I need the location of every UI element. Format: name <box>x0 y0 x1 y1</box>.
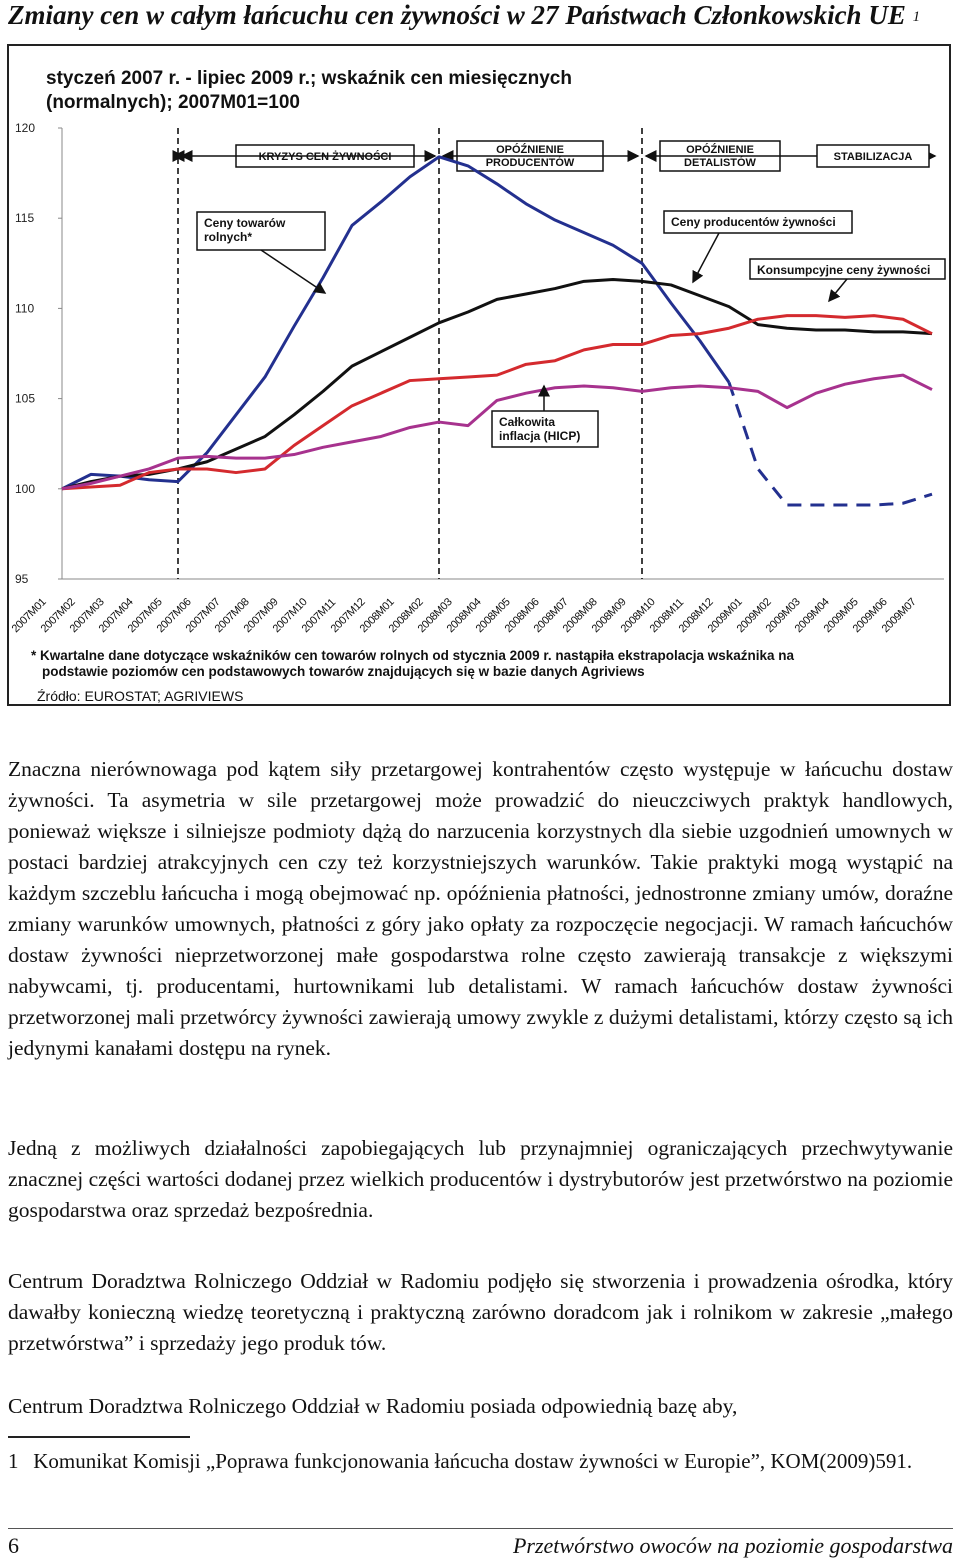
chart-title: styczeń 2007 r. - lipiec 2009 r.; wskaźnik cen miesięcznych <box>46 68 572 89</box>
x-tick-label: 2008M09 <box>589 596 629 636</box>
x-tick-label: 2008M01 <box>357 596 397 636</box>
x-tick-label: 2007M01 <box>9 596 49 636</box>
y-tick-label: 105 <box>15 391 36 406</box>
annotation-consumer-text: Konsumpcyjne ceny żywności <box>757 263 931 277</box>
y-tick-label: 110 <box>15 301 35 316</box>
price-index-chart <box>9 46 949 704</box>
chart-source: Źródło: EUROSTAT; AGRIVIEWS <box>37 688 244 704</box>
x-tick-label: 2007M05 <box>125 596 165 636</box>
footnote-divider <box>8 1436 190 1438</box>
x-tick-label: 2007M02 <box>38 596 78 636</box>
period-label: KRYZYS CEN ŻYWNOŚCI <box>258 151 392 163</box>
annotation-agri-text: rolnych* <box>204 230 253 244</box>
annotation-consumer-pointer <box>829 279 847 301</box>
footer-divider <box>8 1528 953 1529</box>
x-tick-label: 2007M10 <box>270 596 310 636</box>
annotation-agri-pointer <box>261 250 325 293</box>
footnote <box>8 1446 953 1476</box>
series-line-agri-extrapolated <box>729 382 932 505</box>
x-tick-label: 2007M09 <box>241 596 281 636</box>
x-tick-label: 2009M05 <box>821 596 861 636</box>
period-label: STABILIZACJA <box>833 151 913 163</box>
footnote-number: 1 <box>8 1449 19 1473</box>
paragraph-2: Jedną z możliwych działalności zapobiegających lub przynajmniej ograniczających przechwytywanie znacznej części wartości dodanej przez wielkich producentów i dystrybutorów jest przetwórstwo na poziomie gospodarstwa oraz sprzedaż bezpośrednia. <box>8 1136 953 1222</box>
paragraph-1: Znaczna nierównowaga pod kątem siły przetargowej kontrahentów często występuje w łańcuchu dostaw żywności. Ta asymetria w sile przetargowej może prowadzić do nieuczciwych praktyk handlowych, ponieważ większe i silniejsze podmioty dążą do narzucenia korzystnych dla siebie uzgodnień umownych w postaci bardziej atrakcyjnych cen czy też korzystniejszych warunków. Takie praktyki mogą wystąpić na każdym szczeblu łańcucha i mogą obejmować np. opóźnienia płatności, jednostronne zmiany umów, doraźne zmiany warunków umownych, płatności z góry jako opłaty za rozpoczęcie negocjacji. W ramach łańcuchów dostaw żywności nieprzetworzonej małe gospodarstwa rolne często zawierają transakcje z większymi nabywcami, tj. producentami, hurtownikami lub detalistami. W ramach łańcuchów dostaw żywności przetworzonej mali przetwórcy żywności zawierają umowy zwykle z dużymi detalistami, którzy często są ich jedynymi kanałami dostępu na rynek. <box>8 757 953 1060</box>
chart-note-line: podstawie poziomów cen podstawowych towarów znajdujących się w bazie danych Agriviews <box>42 664 645 679</box>
x-tick-label: 2009M04 <box>792 596 832 636</box>
chart-note-line: * Kwartalne dane dotyczące wskaźników cen towarów rolnych od stycznia 2009 r. nastąpiła ekstrapolacja wskaźnika na <box>31 648 795 663</box>
chart-subtitle: (normalnych); 2007M01=100 <box>46 92 300 113</box>
annotation-hicp-text: Całkowita <box>499 415 556 429</box>
x-tick-label: 2008M04 <box>444 596 484 636</box>
x-tick-label: 2009M03 <box>763 596 803 636</box>
x-tick-label: 2008M08 <box>560 596 600 636</box>
x-tick-label: 2008M06 <box>502 596 542 636</box>
x-tick-label: 2008M07 <box>531 596 571 636</box>
x-tick-label: 2007M06 <box>154 596 194 636</box>
period-label: OPÓŹNIENIE <box>496 144 564 156</box>
x-tick-label: 2008M11 <box>647 596 687 636</box>
y-tick-label: 95 <box>15 572 29 586</box>
annotation-hicp-text: inflacja (HICP) <box>499 429 581 443</box>
paragraph-3: Centrum Doradztwa Rolniczego Oddział w Radomiu podjęło się stworzenia i prowadzenia ośrodka, który dawałby konieczną wiedzę teoretyczną i praktyczną zarówno doradcom jak i rolnikom w zakresie „małego przetwórstwa” i sprzedaży jego produk tów. <box>8 1269 953 1355</box>
x-tick-label: 2009M01 <box>705 596 745 636</box>
x-tick-label: 2007M07 <box>183 596 223 636</box>
x-tick-label: 2008M03 <box>415 596 455 636</box>
x-tick-label: 2008M12 <box>676 596 716 636</box>
annotation-agri-text: Ceny towarów <box>204 216 286 230</box>
x-tick-label: 2009M06 <box>850 596 890 636</box>
page-number: 6 <box>8 1533 19 1558</box>
x-tick-label: 2007M11 <box>299 596 339 636</box>
x-tick-label: 2007M12 <box>328 596 368 636</box>
x-tick-label: 2007M03 <box>67 596 107 636</box>
x-tick-label: 2009M07 <box>879 596 919 636</box>
x-tick-label: 2009M02 <box>734 596 774 636</box>
period-label: PRODUCENTÓW <box>485 157 575 169</box>
y-tick-label: 100 <box>15 481 36 496</box>
page-title <box>8 0 953 30</box>
paragraph-4: Centrum Doradztwa Rolniczego Oddział w Radomiu posiada odpowiednią bazę aby, <box>8 1394 738 1418</box>
footnote-text: Komunikat Komisji „Poprawa funkcjonowania łańcucha dostaw żywności w Europie”, KOM(2009)591. <box>33 1449 913 1473</box>
x-tick-label: 2007M08 <box>212 596 252 636</box>
x-tick-label: 2008M05 <box>473 596 513 636</box>
y-tick-label: 115 <box>15 211 35 226</box>
chart-figure <box>7 44 951 706</box>
y-tick-label: 120 <box>15 121 36 135</box>
x-tick-label: 2008M10 <box>618 596 658 636</box>
annotation-producer-pointer <box>693 233 719 282</box>
page-title-text: Zmiany cen w całym łańcuchu cen żywności w 27 Państwach Członkowskich UE <box>8 0 906 30</box>
x-tick-label: 2007M04 <box>96 596 136 636</box>
running-footer: Przetwórstwo owoców na poziomie gospodarstwa <box>512 1533 953 1558</box>
annotation-producer-text: Ceny producentów żywności <box>671 215 836 229</box>
period-label: OPÓŹNIENIE <box>686 144 754 156</box>
x-tick-label: 2008M02 <box>386 596 426 636</box>
period-label: DETALISTÓW <box>684 157 756 169</box>
series-line-agri <box>62 157 729 489</box>
footnote-ref: 1 <box>912 9 921 25</box>
